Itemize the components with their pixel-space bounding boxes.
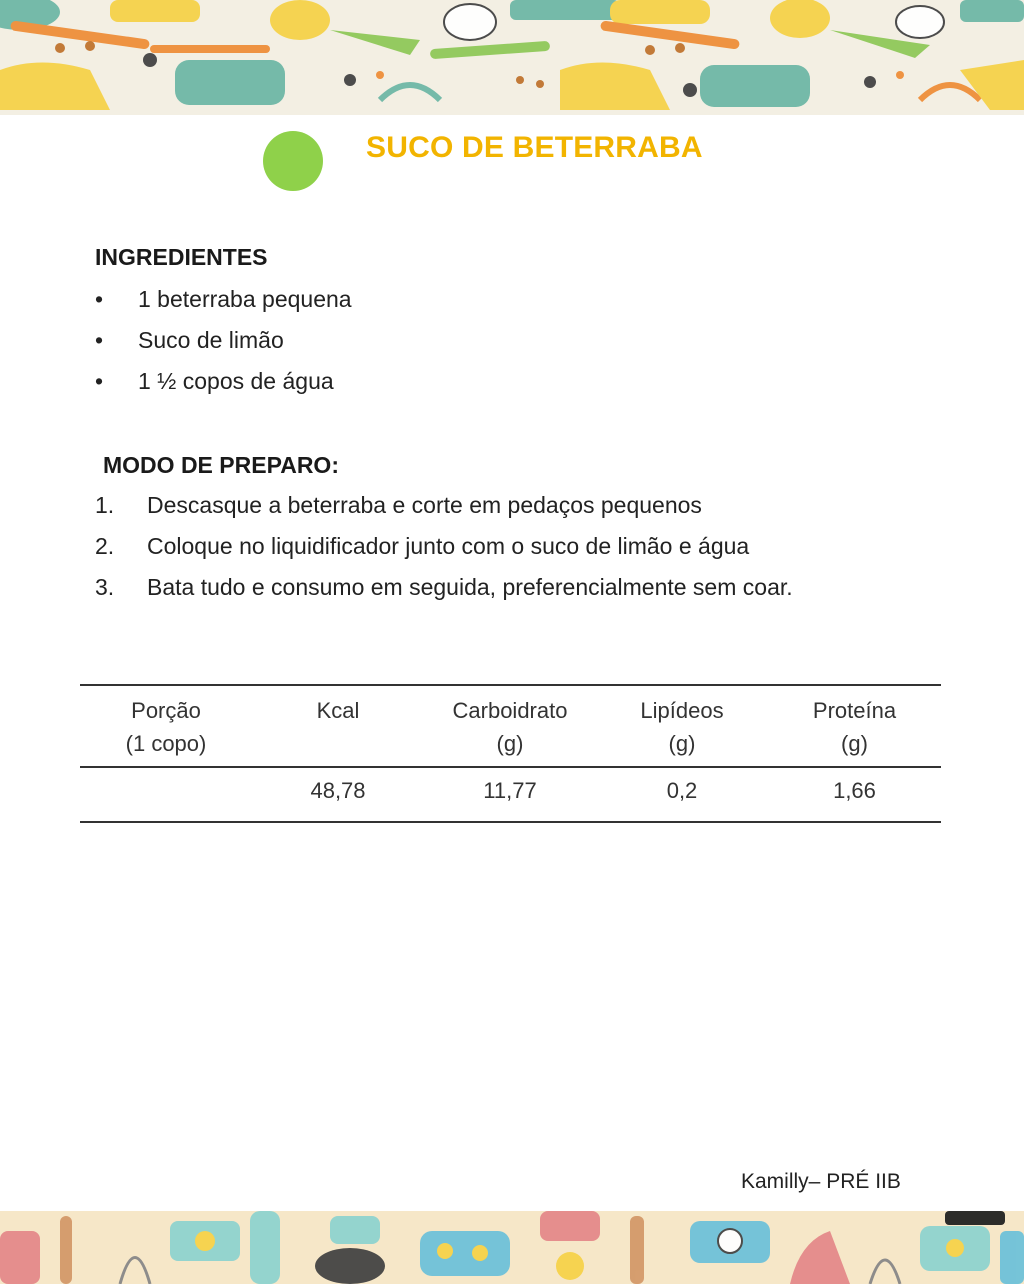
prep-heading: MODO DE PREPARO:	[103, 452, 339, 478]
recipe-title: SUCO DE BETERRABA	[366, 131, 703, 164]
header-kcal: Kcal	[316, 698, 360, 723]
author-credit: Kamilly– PRÉ IIB	[741, 1170, 901, 1193]
step-number: 2.	[95, 533, 115, 559]
cell-portion	[80, 767, 252, 822]
step-number: 1.	[95, 492, 115, 518]
header-protein: Proteína (g)	[812, 698, 897, 756]
cell-carbs: 11,77	[483, 778, 537, 803]
top-banner	[0, 0, 1024, 115]
step-text: Bata tudo e consumo em seguida, preferencialmente sem coar.	[147, 574, 793, 600]
bullet-icon: •	[95, 286, 104, 312]
ingredient-text: Suco de limão	[138, 327, 284, 353]
title-dot-decoration	[263, 131, 323, 191]
kitchen-appliances-pattern-icon	[0, 1211, 1024, 1284]
table-header-row	[80, 685, 941, 767]
ingredient-text: 1 beterraba pequena	[138, 286, 352, 312]
kitchen-pattern-icon	[0, 0, 1024, 115]
header-carbs: Carboidrato (g)	[452, 698, 568, 756]
ingredients-heading: INGREDIENTES	[95, 244, 268, 270]
bullet-icon: •	[95, 327, 104, 353]
step-number: 3.	[95, 574, 115, 600]
table-row	[80, 767, 941, 822]
bottom-banner	[0, 1211, 1024, 1284]
nutrition-table	[80, 684, 941, 823]
cell-protein: 1,66	[833, 778, 876, 803]
header-lipids: Lipídeos (g)	[640, 698, 724, 756]
cell-lipids: 0,2	[666, 778, 698, 803]
bullet-icon: •	[95, 368, 104, 394]
cell-kcal: 48,78	[310, 778, 366, 803]
step-text: Coloque no liquidificador junto com o suco de limão e água	[147, 533, 750, 559]
header-portion: Porção (1 copo)	[125, 698, 207, 756]
ingredient-text: 1 ½ copos de água	[138, 368, 334, 394]
step-text: Descasque a beterraba e corte em pedaços pequenos	[147, 492, 702, 518]
